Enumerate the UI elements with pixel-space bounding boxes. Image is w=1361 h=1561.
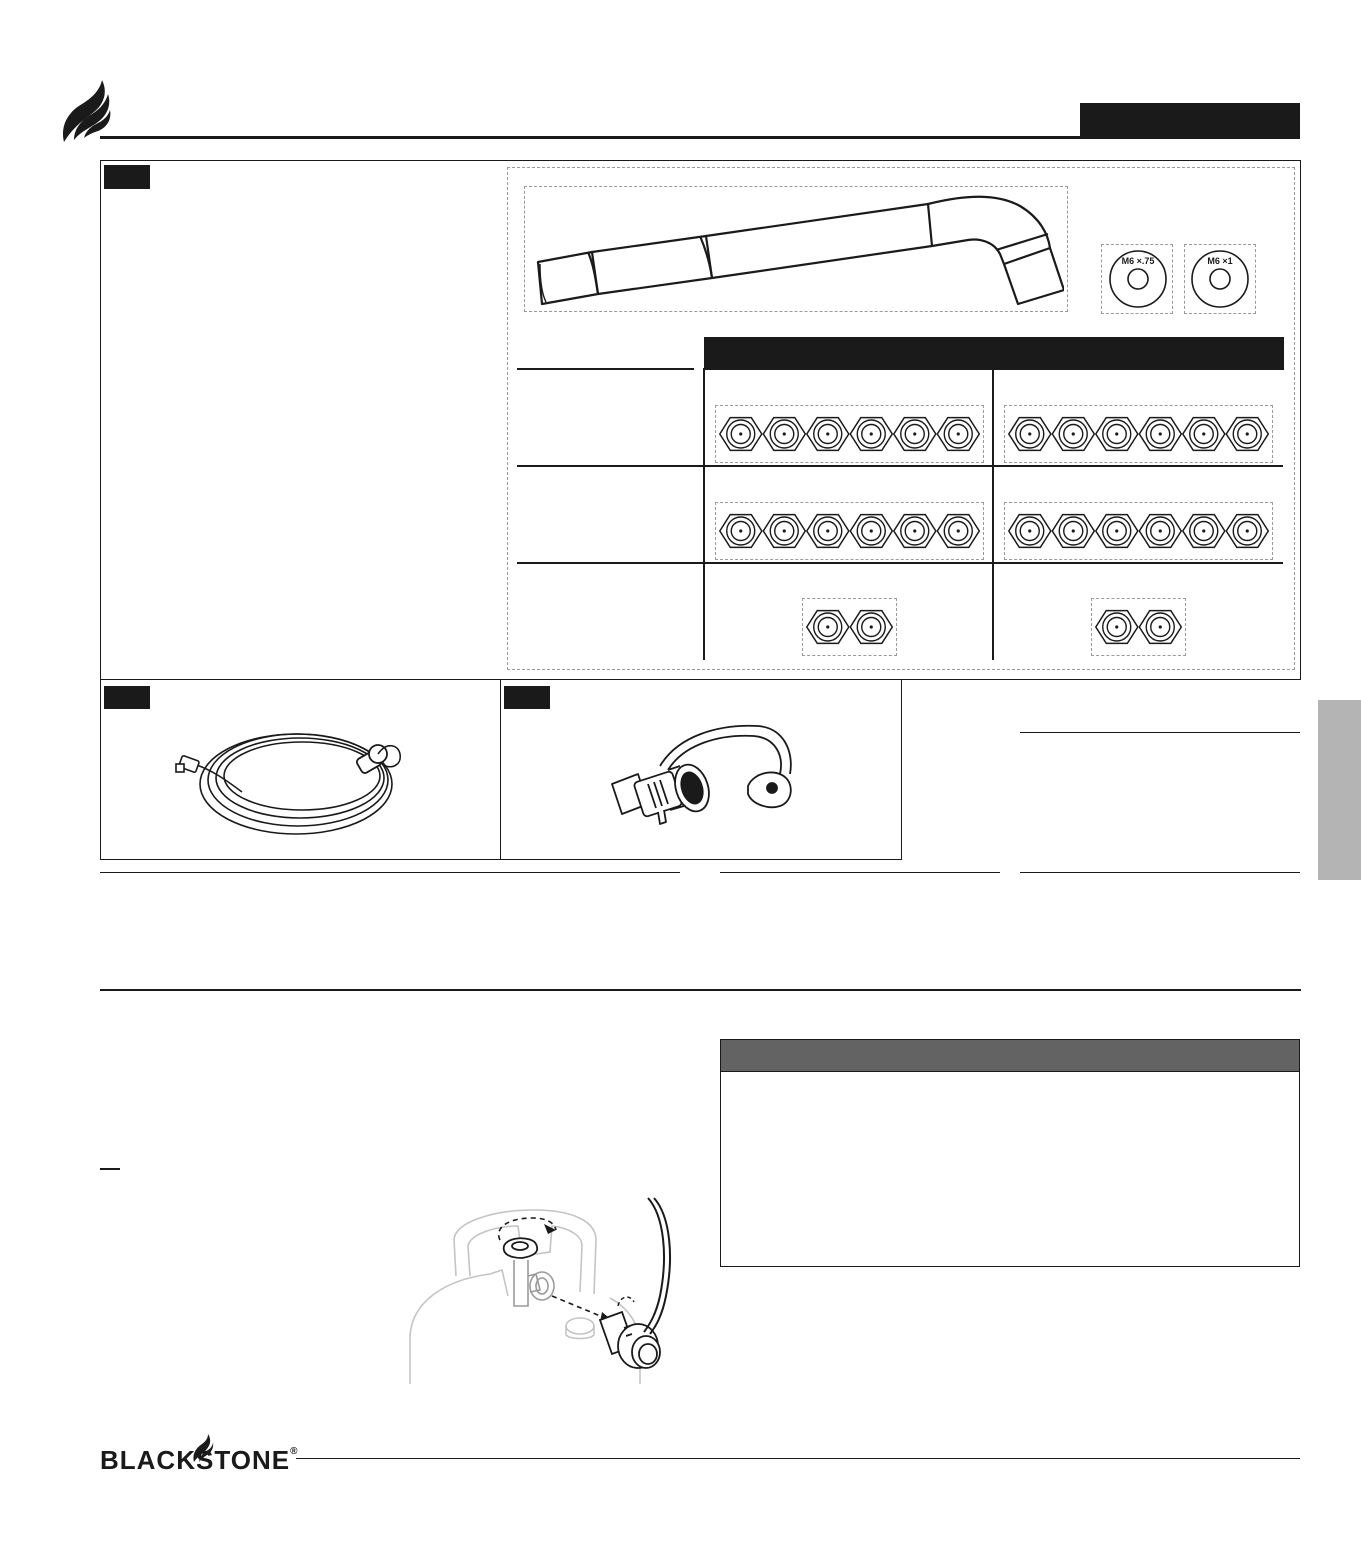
part-tag-2 bbox=[104, 686, 150, 709]
orifice-hex bbox=[850, 515, 892, 548]
orifice-hex bbox=[807, 418, 849, 451]
wrench-illustration bbox=[528, 190, 1064, 310]
quick-connect-illustration bbox=[608, 722, 808, 832]
rule-below-3 bbox=[1020, 872, 1300, 873]
orifice-hex bbox=[1226, 418, 1268, 451]
orifice-hex bbox=[720, 515, 762, 548]
footer-brand-text: BLACKSTONE bbox=[100, 1445, 291, 1475]
table-rule-3 bbox=[517, 562, 1283, 564]
orifice-hex bbox=[1226, 515, 1268, 548]
orifice-group-r2-c1 bbox=[715, 502, 984, 560]
notice-box bbox=[720, 1039, 1300, 1267]
rule-below-2 bbox=[720, 872, 1000, 873]
orifice-hex bbox=[1096, 611, 1138, 644]
notice-box-header bbox=[721, 1040, 1299, 1072]
orifice-hex bbox=[850, 611, 892, 644]
orifice-group-r3-c1 bbox=[802, 598, 897, 656]
orifice-hex-row bbox=[806, 601, 893, 653]
propane-tank-illustration bbox=[404, 1196, 684, 1388]
orifice-hex bbox=[763, 418, 805, 451]
footer-brand-wordmark bbox=[100, 1446, 297, 1474]
part-tag-1 bbox=[104, 165, 150, 189]
orifice-table-header bbox=[704, 337, 1284, 370]
orifice-hex-row bbox=[1008, 505, 1269, 557]
flame-logo-icon bbox=[58, 78, 114, 144]
table-col-divider-2 bbox=[992, 368, 994, 660]
section-divider bbox=[100, 989, 1301, 991]
orifice-hex bbox=[720, 418, 762, 451]
orifice-hex bbox=[937, 418, 979, 451]
orifice-group-r3-c2 bbox=[1091, 598, 1186, 656]
orifice-hex bbox=[1009, 515, 1051, 548]
table-rule-2 bbox=[517, 465, 1283, 467]
part-tag-3 bbox=[504, 686, 550, 709]
orifice-hex bbox=[850, 418, 892, 451]
orifice-hex bbox=[1052, 418, 1094, 451]
orifice-hex bbox=[807, 611, 849, 644]
orifice-hex bbox=[1183, 515, 1225, 548]
orifice-hex bbox=[763, 515, 805, 548]
orifice-hex bbox=[1009, 418, 1051, 451]
orifice-hex bbox=[1139, 611, 1181, 644]
orifice-hex-row bbox=[1008, 408, 1269, 460]
orifice-hex bbox=[1096, 418, 1138, 451]
orifice-hex bbox=[1183, 418, 1225, 451]
orifice-hex bbox=[894, 515, 936, 548]
washer-1-label: M6 ×.75 bbox=[1121, 256, 1155, 266]
orifice-hex-row bbox=[719, 505, 980, 557]
orifice-group-r2-c2 bbox=[1004, 502, 1273, 560]
orifice-group-r1-c1 bbox=[715, 405, 984, 463]
header-section-tab bbox=[1080, 103, 1300, 137]
orifice-hex bbox=[1096, 515, 1138, 548]
washer-2-label: M6 ×1 bbox=[1207, 256, 1233, 266]
orifice-group-r1-c2 bbox=[1004, 405, 1273, 463]
orifice-hex-row bbox=[719, 408, 980, 460]
step-underline-mark bbox=[100, 1168, 120, 1170]
orifice-hex bbox=[807, 515, 849, 548]
orifice-hex bbox=[937, 515, 979, 548]
orifice-hex bbox=[1139, 515, 1181, 548]
rule-below-1 bbox=[100, 872, 680, 873]
rule-right-upper bbox=[1020, 732, 1300, 733]
table-rule-1 bbox=[517, 368, 694, 370]
orifice-hex-row bbox=[1095, 601, 1182, 653]
table-col-divider-1 bbox=[703, 368, 705, 660]
orifice-hex bbox=[1139, 418, 1181, 451]
footer-rule bbox=[296, 1458, 1300, 1459]
orifice-hex bbox=[894, 418, 936, 451]
side-section-tab bbox=[1318, 700, 1361, 880]
hose-illustration bbox=[172, 714, 412, 844]
footer-registered-mark: ® bbox=[290, 1446, 298, 1457]
orifice-hex bbox=[1052, 515, 1094, 548]
